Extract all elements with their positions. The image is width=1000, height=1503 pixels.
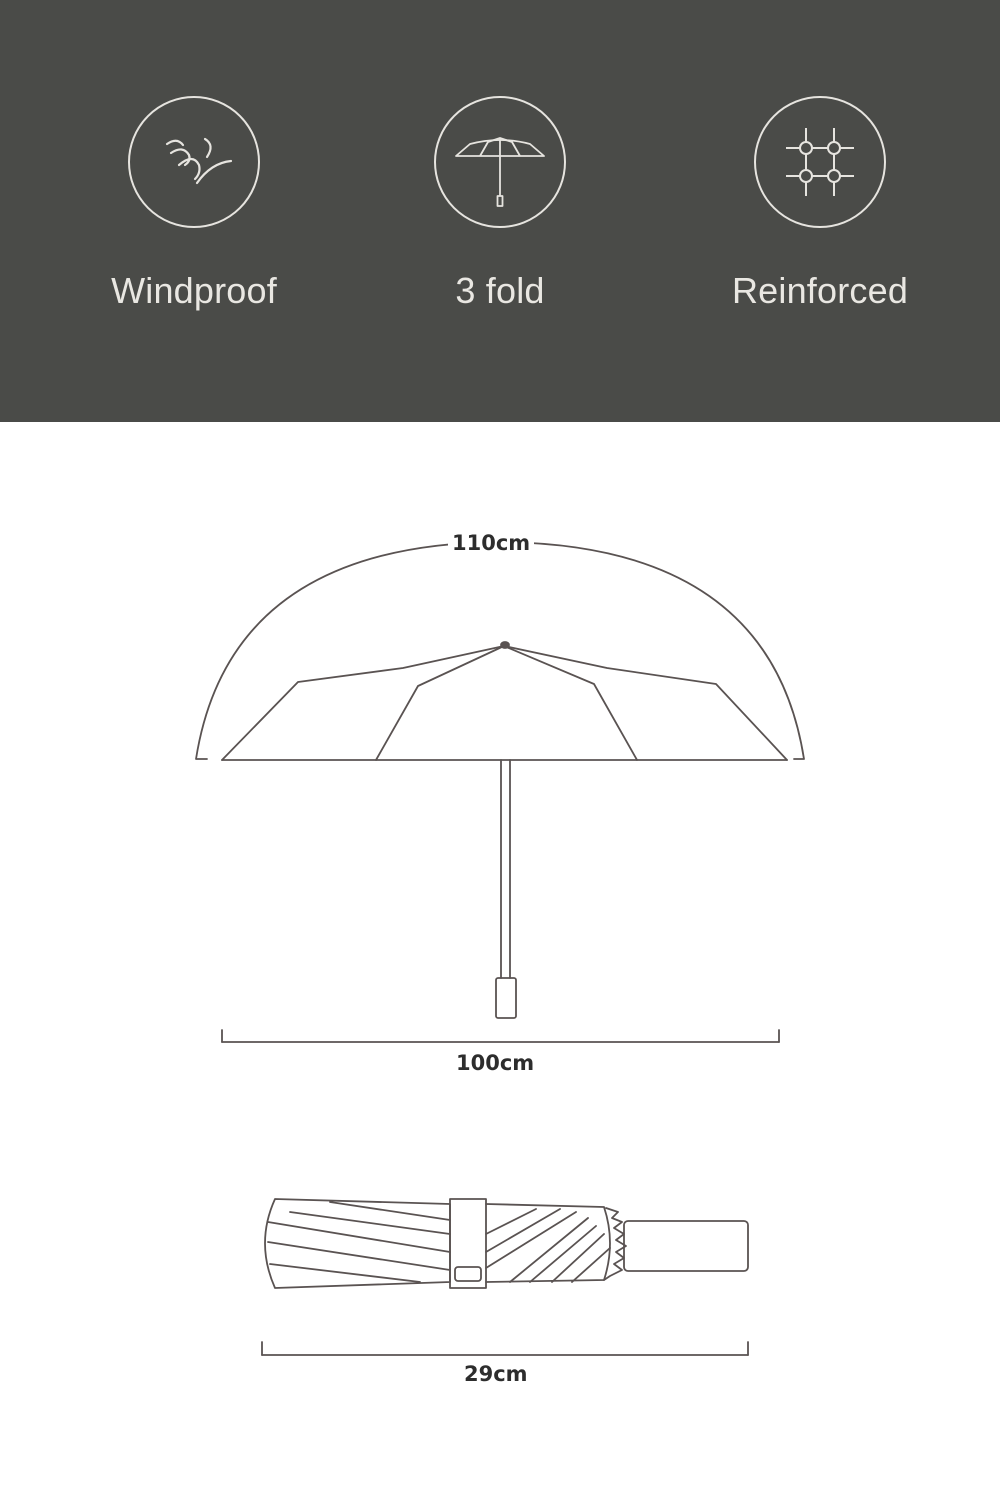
- feature-label: Reinforced: [731, 270, 909, 311]
- features-banner: [0, 0, 1000, 422]
- open-width-label: 100cm: [452, 1051, 538, 1075]
- folded-length-label: 29cm: [460, 1362, 532, 1386]
- wind-icon: [128, 96, 260, 228]
- feature-windproof: [64, 96, 324, 312]
- feature-label: 3 fold: [455, 270, 545, 311]
- grid-nodes-icon: [754, 96, 886, 228]
- feature-label: Windproof: [111, 270, 277, 311]
- umbrella-line-art: [0, 422, 1000, 1503]
- feature-reinforced: [690, 96, 950, 312]
- arc-length-label: 110cm: [448, 531, 534, 555]
- feature-3-fold: [370, 96, 630, 312]
- dimension-drawing: [0, 422, 1000, 1503]
- umbrella-icon: [434, 96, 566, 228]
